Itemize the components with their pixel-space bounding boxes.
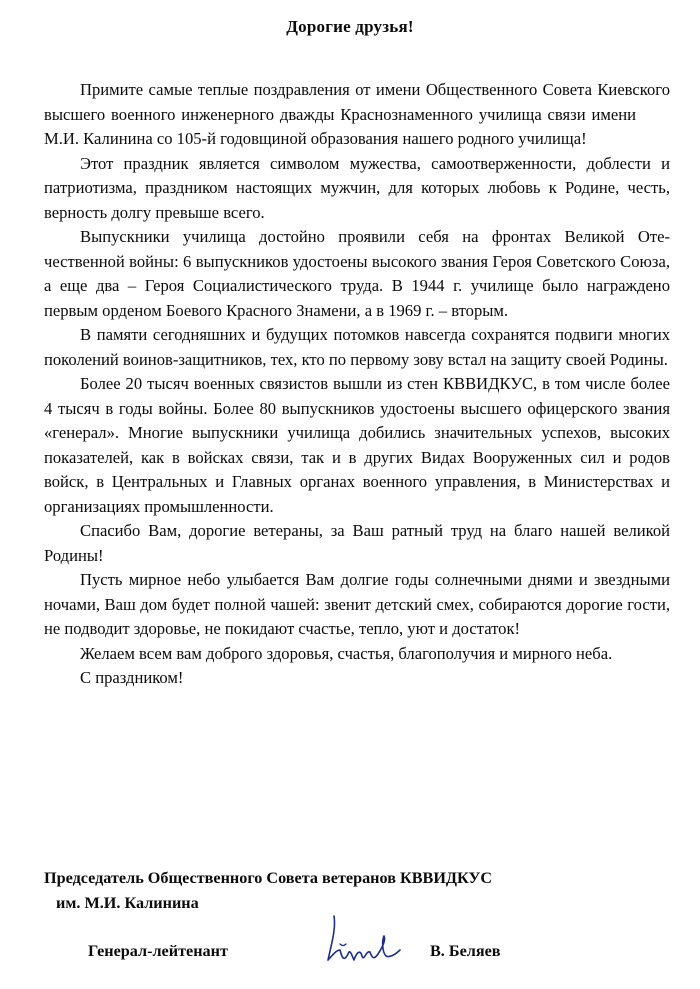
paragraph-1-part-a: Примите самые теплые поздравления от имени Общественного Совета Киевского высшего военного инженерного дважды Краснознаменного училища связи имени [44,80,670,124]
letter-greeting: Дорогие друзья! [286,17,414,36]
closing-line: С праздником! [80,668,184,687]
letter-body [44,78,670,691]
chairman-title [44,866,674,916]
paragraph-4: В памяти сегодняшних и будущих потомков навсегда сохранятся подвиги многих поколений воинов-защитников, тех, кто по первому зову встал на защиту своей Родины. [44,325,670,369]
paragraph-7: Пусть мирное небо улыбается Вам долгие годы солнечными днями и звездными ночами, Ваш дом будет полной чашей: звенит детский смех, собираются дорогие гости, не подводит здоровье, не покидают счастье, тепло, уют и достаток! [44,570,670,638]
paragraph-2: Этот праздник является символом мужества, самоотверженности, доблести и патриотизма, праздником настоящих мужчин, для которых любовь к Родине, честь, верность долгу превыше всего. [44,153,670,222]
paragraph-6: Спасибо Вам, дорогие ветераны, за Ваш ратный труд на благо нашей великой Родины! [44,521,670,565]
signer-name: В. Беляев [430,942,501,960]
chairman-title-line-1: Председатель Общественного Совета ветеранов КВВИДКУС [44,869,493,887]
signature-row [0,932,700,982]
paragraph-8: Желаем всем вам доброго здоровья, счастья, благополучия и мирного неба. [80,643,613,663]
signer-rank: Генерал-лейтенант [88,942,228,960]
paragraph-1 [44,78,670,152]
paragraph-5: Более 20 тысяч военных связистов вышли из стен КВВИДКУС, в том числе более 4 тысяч в годы войны. Более 80 выпускников удостоены высшего офицерского звания «генерал». Многие выпускники училища добились значительных успехов, высоких показателей, как в войсках связи, так и в других Видах Вооруженных сил и родов войск, в Центральных и Главных органах военного управления, в Министерствах и организациях промышленности. [44,374,670,516]
chairman-title-line-2: им. М.И. Калинина [56,894,199,912]
paragraph-3: Выпускники училища достойно проявили себя на фронтах Великой Отечественной войны: 6 выпускников удостоены высокого звания Героя Советского Союза, а еще два – Героя Социалистического труда. В 1944 г. училище было награждено первым орденом Боевого Красного Знамени, а в 1969 г. – вторым. [44,227,670,320]
handwritten-signature [320,910,410,974]
paragraph-1-part-b: М.И. Калинина со 105-й годовщиной образования нашего родного училища! [44,129,587,148]
